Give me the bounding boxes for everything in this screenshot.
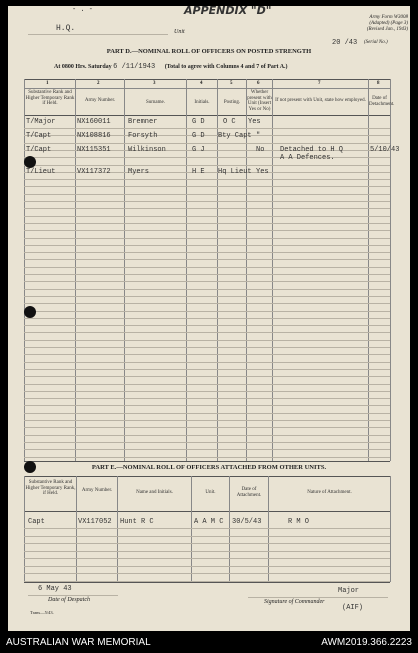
- punch-hole: [24, 461, 36, 473]
- despatch-date: 6 May 43: [38, 585, 72, 593]
- e-header-name: Name and Initials.: [136, 490, 173, 495]
- ruled-line: [24, 420, 390, 421]
- header-employed: If not present with Unit, state how employed.: [275, 98, 366, 103]
- roll-date: 6 /11/1943: [113, 63, 156, 71]
- archive-footer: [0, 631, 418, 653]
- ruled-line: [24, 405, 390, 406]
- commander-rank: Major: [338, 587, 360, 595]
- header-surname: Surname.: [145, 100, 166, 105]
- despatch-label: Date of Despatch: [48, 597, 90, 603]
- ruled-line: [24, 165, 390, 166]
- ruled-line: [24, 216, 390, 217]
- printer-code: Trans—5/43.: [30, 610, 54, 615]
- ruled-line: [24, 536, 390, 537]
- header-rank: Substantive Rank and Higher Temporary Rank if Held.: [25, 90, 75, 106]
- ruled-line: [24, 332, 390, 333]
- ruled-line: [24, 259, 390, 260]
- ruled-line: [24, 186, 390, 187]
- header-posting: Posting.: [223, 100, 241, 105]
- punch-hole: [24, 156, 36, 168]
- ruled-line: [24, 157, 390, 158]
- ruled-line: [24, 194, 390, 195]
- header-initials: Initials.: [194, 100, 210, 105]
- serial-value: 20 /43: [332, 39, 358, 47]
- ruled-line: [24, 252, 390, 253]
- unit-label: Unit: [174, 29, 185, 35]
- serial-label: (Serial No.): [364, 40, 388, 45]
- ruled-line: [24, 566, 390, 567]
- commander-label: Signature of Commander: [264, 599, 325, 605]
- handwritten-title: APPENDIX "D": [184, 4, 272, 17]
- ruled-line: [24, 543, 390, 544]
- ruled-line: [24, 267, 390, 268]
- form-reference: Army Form W3008 (Adapted) (Page 3) (Revised Jan., 1943): [366, 15, 408, 32]
- e-header-nature: Nature of Attachment.: [307, 490, 352, 495]
- ruled-line: [24, 289, 390, 290]
- ruled-line: [24, 238, 390, 239]
- ruled-line: [24, 303, 390, 304]
- header-army-number: Army Number.: [84, 98, 116, 103]
- ruled-line: [24, 201, 390, 202]
- ruled-line: [24, 223, 390, 224]
- form-page: - . - APPENDIX "D" Army Form W3008 (Adapted) (Page 3) (Revised Jan., 1943) H.Q. Unit 20 /43 (Serial No.) PART D.—NOMINAL ROLL OF OFFICERS ON POSTED STRENGTH At 0800 Hrs. Saturday 6 /11/1943 (Total to agree with Columns 4 and 7 of Part A.) 1 2 3 4 5 6 7 8 Substantive Rank and Higher Temporary Rank if Held. Army Number. Surname. Initials. Posting. Whether present with Unit (Insert Yes or No) If not present with Unit, state how employed. Date of Detachment. T/Major NX160011 Bremner G D O C Yes T/Capt NX108816 Forsyth G D Bty Capt " T/Capt NX115351 Wilkinson G J No Detached to H Q A A Defences. 5/10/43 T/Lieut VX117372 Myers H E Hq Lieut Yes PART E.—NOMINAL ROLL OF OFFICERS ATTACHED FROM OTHER UNITS. Substantive Rank and Higher Temporary Rank, if Held. Army Number. Name and Initials. Unit. Date of Attachment. Nature of Attachment. Capt VX117052 Hunt R C A A M C 30/5/43 R M O 6 May 43 Date of Despatch Major Signature of Commander (AIF) Trans—5/43.: [8, 6, 410, 631]
- part-d-subtitle: At 0800 Hrs. Saturday 6 /11/1943 (Total to agree with Columns 4 and 7 of Part A.): [54, 63, 288, 71]
- ruled-line: [24, 369, 390, 370]
- ruled-line: [24, 442, 390, 443]
- ruled-line: [24, 528, 390, 529]
- ruled-line: [24, 573, 390, 574]
- part-d-title: PART D.—NOMINAL ROLL OF OFFICERS ON POSTED STRENGTH: [106, 48, 312, 55]
- punch-hole: [24, 306, 36, 318]
- e-header-army-number: Army Number.: [81, 488, 113, 493]
- ruled-line: [24, 281, 390, 282]
- ruled-line: [24, 376, 390, 377]
- footer-right: AWM2019.366.2223: [321, 637, 412, 648]
- e-header-unit: Unit.: [205, 490, 216, 495]
- ruled-line: [24, 340, 390, 341]
- top-mark: - . -: [72, 6, 94, 14]
- ruled-line: [24, 245, 390, 246]
- header-present: Whether present with Unit (Insert Yes or No): [247, 90, 272, 112]
- e-header-rank: Substantive Rank and Higher Temporary Rank, if Held.: [25, 480, 76, 496]
- ruled-line: [24, 457, 390, 458]
- ruled-line: [24, 128, 390, 129]
- ruled-line: [24, 179, 390, 180]
- ruled-line: [24, 449, 390, 450]
- ruled-line: [24, 296, 390, 297]
- footer-left: AUSTRALIAN WAR MEMORIAL: [6, 637, 151, 648]
- ruled-line: [24, 581, 390, 582]
- ruled-line: [24, 435, 390, 436]
- ruled-line: [24, 347, 390, 348]
- ruled-line: [24, 398, 390, 399]
- ruled-line: [24, 325, 390, 326]
- ruled-line: [24, 551, 390, 552]
- ruled-line: [24, 413, 390, 414]
- commander-note: (AIF): [342, 604, 364, 612]
- ruled-line: [24, 143, 390, 144]
- ruled-line: [24, 318, 390, 319]
- ruled-line: [24, 558, 390, 559]
- ruled-line: [24, 354, 390, 355]
- ruled-line: [24, 230, 390, 231]
- ruled-line: [24, 208, 390, 209]
- ruled-line: [24, 427, 390, 428]
- ruled-line: [24, 274, 390, 275]
- ruled-line: [24, 384, 390, 385]
- header-date-detachment: Date of Detachment.: [369, 96, 395, 107]
- e-header-date: Date of Attachment.: [236, 487, 262, 498]
- part-e-title: PART E.—NOMINAL ROLL OF OFFICERS ATTACHED FROM OTHER UNITS.: [91, 464, 327, 471]
- ruled-line: [24, 311, 390, 312]
- ruled-line: [24, 391, 390, 392]
- unit-value: H.Q.: [56, 24, 76, 33]
- ruled-line: [24, 362, 390, 363]
